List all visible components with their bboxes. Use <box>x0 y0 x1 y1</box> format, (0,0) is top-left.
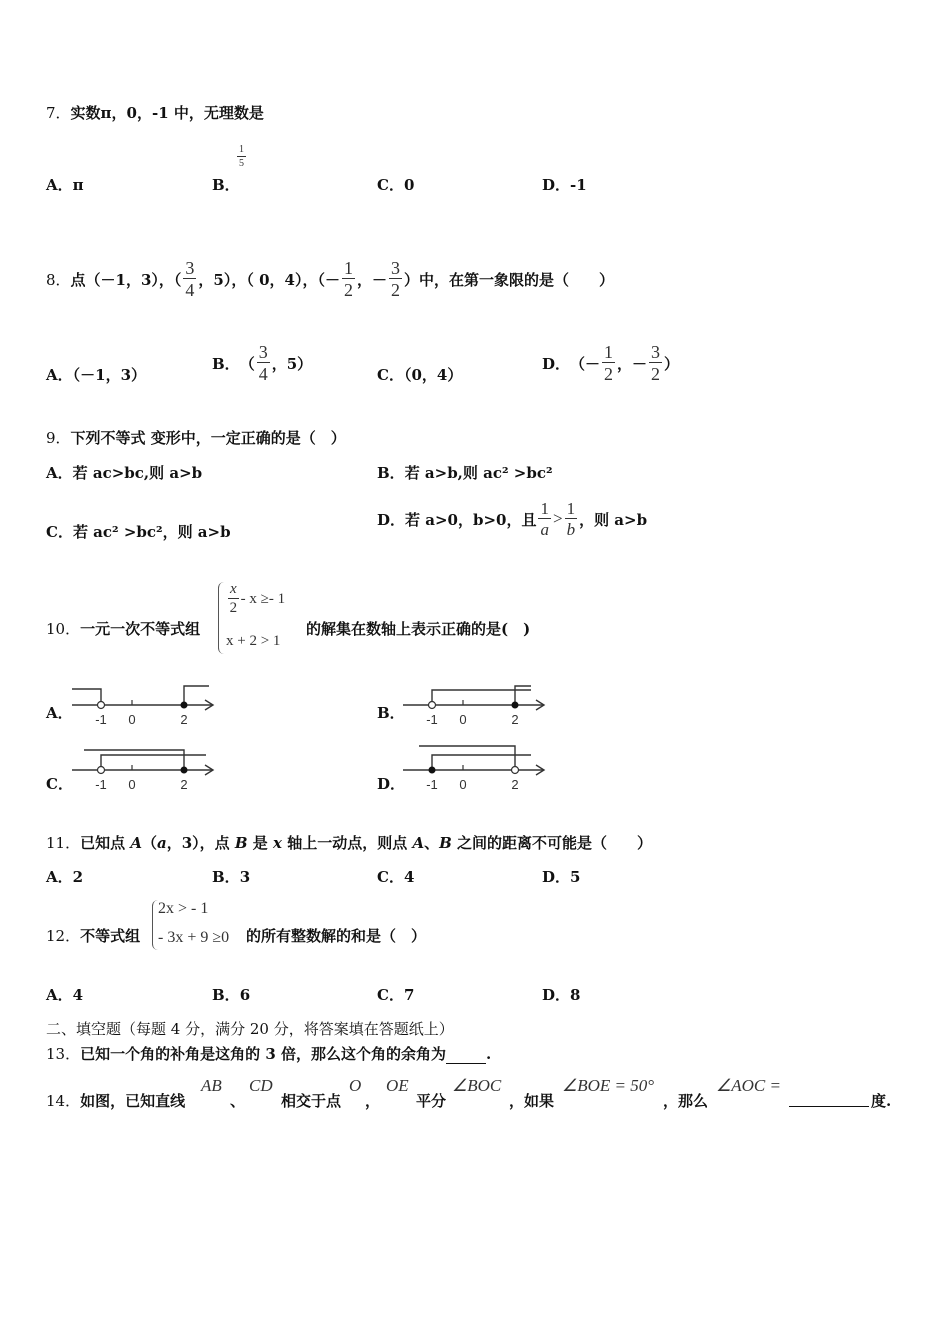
q10-option-c-label[interactable]: C． <box>46 775 73 793</box>
q8-option-b-fraction: $\frac{3}{4}$ <box>258 342 268 384</box>
q7-option-c[interactable] <box>377 174 414 195</box>
region-upper <box>419 746 515 770</box>
option-text: -1 <box>570 176 587 194</box>
tick-label-0: 0 <box>459 712 467 727</box>
option-label: C． <box>377 176 404 194</box>
q9-option-d-fraction-a: $\frac{1}{a}$ <box>540 499 549 539</box>
fraction-denominator: 5 <box>239 158 244 169</box>
option-label: B． <box>212 176 240 194</box>
q14-text-4: ， <box>365 1092 381 1110</box>
tick-label-2: 2 <box>180 777 188 792</box>
tick-label-0: 0 <box>128 712 136 727</box>
section-2-heading: 二、填空题（每题 4 分，满分 20 分，将答案填在答题纸上） <box>46 1020 454 1038</box>
q10-option-d-label[interactable]: D． <box>377 775 406 793</box>
q14-math-ab: AB <box>201 1076 222 1095</box>
q8-option-a[interactable]: A．（－1，3） <box>46 366 147 384</box>
q9-stem <box>46 427 346 448</box>
q9-option-d-fraction-b: $\frac{1}{b}$ <box>566 499 576 539</box>
q12-stem-pre <box>46 925 140 946</box>
q7-number: 7． <box>46 104 71 122</box>
q14-math-angle-aoc: ∠AOC = <box>716 1076 781 1095</box>
q13-text: 已知一个角的补角是这角的 3 倍，那么这个角的余角为 <box>80 1045 446 1063</box>
q14-text-7: ，那么 <box>663 1092 709 1110</box>
q10-system-brace <box>218 582 225 654</box>
q10-number: 10． <box>46 620 81 638</box>
tick-label-2: 2 <box>511 712 519 727</box>
q12-system-line-2: - 3x + 9 ≥0 <box>158 929 230 946</box>
q12-option-a[interactable]: A．4 <box>46 986 84 1004</box>
q8-fraction-3: $\frac{3}{2}$ <box>390 258 400 300</box>
q8-text-3: ，－ <box>356 270 387 289</box>
tick-label-2: 2 <box>511 777 519 792</box>
q8-text-1: 点（－1，3），（ <box>70 270 182 289</box>
tick-label-0: 0 <box>128 777 136 792</box>
q8-option-d-fraction-2: $\frac{3}{2}$ <box>651 342 661 384</box>
tick-label-2: 2 <box>180 712 188 727</box>
option-text: π <box>72 176 84 194</box>
region-left <box>72 689 101 705</box>
q9-option-d[interactable]: D． 若 a>0，b>0，且 $\frac{1}{a}$ > $\frac{1}{b}$ ，则 a>b <box>377 499 648 539</box>
closed-point-2 <box>181 767 188 774</box>
option-label: A． <box>46 176 73 194</box>
q12-system-line-1: 2x > - 1 <box>158 900 209 917</box>
q11-option-a[interactable]: A．2 <box>46 868 84 886</box>
open-point-minus-1 <box>98 702 105 709</box>
tick-label-minus-1: -1 <box>426 712 438 727</box>
q7-text: 实数π，0，-1 中，无理数是 <box>70 104 264 122</box>
q8-option-d-fraction-1: $\frac{1}{2}$ <box>604 342 614 384</box>
q8-option-c[interactable]: C．（0，4） <box>377 366 463 384</box>
q7-stem <box>46 102 264 123</box>
q10-fraction: $\frac{x}{2}$ <box>229 581 238 616</box>
q7-option-b[interactable] <box>212 174 240 195</box>
q7-option-b-fraction <box>235 145 248 169</box>
open-point-minus-1 <box>98 767 105 774</box>
q14-math-o: O <box>349 1076 362 1095</box>
q10-text-pre: 一元一次不等式组 <box>80 620 201 638</box>
q14-math-angle-boe: ∠BOE = 50° <box>562 1076 655 1095</box>
q12-option-c[interactable]: C．7 <box>377 986 415 1004</box>
q14-text-5: 平分 <box>416 1092 447 1110</box>
q14-answer-blank[interactable] <box>789 1106 869 1107</box>
q8-option-b[interactable]: B． （ $\frac{3}{4}$ ，5） <box>212 342 313 384</box>
q9-option-c[interactable]: C．若 ac² >bc²，则 a>b <box>46 523 231 541</box>
q8-number: 8． <box>46 270 71 289</box>
q12-number: 12． <box>46 927 81 945</box>
q12-option-b[interactable]: B．6 <box>212 986 251 1004</box>
q10-system-line-2: x + 2 > 1 <box>226 633 281 649</box>
region-lower <box>101 755 206 770</box>
tick-label-0: 0 <box>459 777 467 792</box>
region-right <box>184 686 209 705</box>
q11-stem: 11．已知点 A（a，3），点 B 是 x 轴上一动点，则点 A、B 之间的距离不可能是（ ） <box>46 834 653 852</box>
q9-text: 下列不等式 变形中，一定正确的是（ ） <box>70 429 346 447</box>
option-label: D． <box>542 176 571 194</box>
open-point-2 <box>512 767 519 774</box>
q14-math-angle-boc: ∠BOC <box>452 1076 502 1095</box>
q9-option-a[interactable]: A．若 ac>bc,则 a>b <box>46 464 203 482</box>
q9-number: 9． <box>46 429 71 447</box>
q14-end: 度. <box>871 1092 892 1110</box>
open-point-minus-1 <box>429 702 436 709</box>
q14-text-2: 、 <box>230 1092 246 1110</box>
q8-option-d[interactable]: D． （－ $\frac{1}{2}$ ，－ $\frac{3}{2}$ ） <box>542 342 680 384</box>
q10-system-line-1 <box>226 582 285 616</box>
q13-end: . <box>485 1045 492 1063</box>
q10-option-b-label[interactable]: B． <box>377 704 405 722</box>
q8-fraction-2: $\frac{1}{2}$ <box>343 258 353 300</box>
q10-option-c-number-line[interactable] <box>66 744 226 794</box>
closed-point-2 <box>512 702 519 709</box>
option-text: 0 <box>403 176 415 194</box>
q11-option-b[interactable]: B．3 <box>212 868 251 886</box>
q13-stem <box>46 1043 491 1064</box>
q13-number: 13． <box>46 1045 81 1063</box>
q14-text-3: 相交于点 <box>281 1092 342 1110</box>
q13-answer-blank[interactable] <box>446 1045 486 1064</box>
closed-point-minus-1 <box>429 767 436 774</box>
q8-fraction-1: $\frac{3}{4}$ <box>185 258 195 300</box>
q8-stem <box>46 256 614 302</box>
q10-stem-post: 的解集在数轴上表示正确的是( ) <box>306 620 531 638</box>
q14-text-6: ，如果 <box>509 1092 555 1110</box>
q11-option-d[interactable]: D．5 <box>542 868 581 886</box>
q10-line-1-rest: - x ≥- 1 <box>240 590 286 607</box>
q10-option-a-number-line[interactable] <box>66 680 226 730</box>
q7-option-a[interactable] <box>46 174 84 195</box>
q7-option-d[interactable] <box>542 174 587 195</box>
q8-text-4: ）中，在第一象限的是（ ） <box>403 270 614 289</box>
tick-label-minus-1: -1 <box>95 777 107 792</box>
q10-option-b-number-line[interactable] <box>397 680 557 730</box>
q9-option-b[interactable]: B．若 a>b,则 ac² >bc² <box>377 464 553 482</box>
q11-option-c[interactable]: C．4 <box>377 868 415 886</box>
q10-option-a-label[interactable]: A． <box>46 704 73 722</box>
q10-option-d-number-line[interactable] <box>397 744 557 794</box>
q11-number: 11． <box>46 834 81 852</box>
q12-text-pre: 不等式组 <box>80 927 141 945</box>
q14-math-oe: OE <box>386 1076 409 1095</box>
region-lower <box>515 686 531 705</box>
q8-text-2: ，5），（ 0，4），（－ <box>198 270 340 289</box>
tick-label-minus-1: -1 <box>95 712 107 727</box>
fraction-numerator: 1 <box>239 144 244 155</box>
q12-stem-post: 的所有整数解的和是（ ） <box>246 927 427 945</box>
q14-math-cd: CD <box>249 1076 273 1095</box>
q10-stem-pre <box>46 618 200 639</box>
closed-point-2 <box>181 702 188 709</box>
q14-number-text: 14．如图，已知直线 <box>46 1092 186 1110</box>
q12-option-d[interactable]: D．8 <box>542 986 581 1004</box>
tick-label-minus-1: -1 <box>426 777 438 792</box>
